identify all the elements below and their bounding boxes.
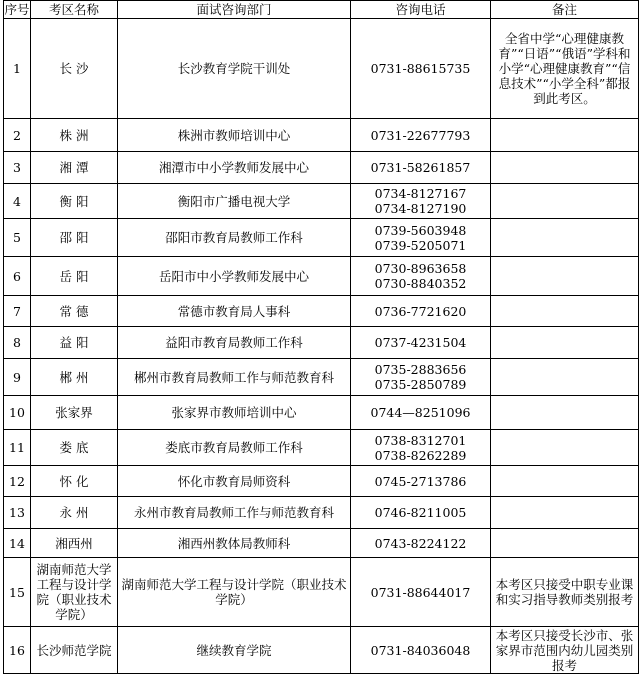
- table-row: [4, 152, 639, 184]
- table-row: [4, 257, 639, 296]
- table-row: [4, 119, 639, 152]
- area-name: 郴 州: [31, 359, 118, 396]
- row-number: 15: [4, 558, 31, 627]
- row-number: 2: [4, 119, 31, 152]
- row-number: 6: [4, 257, 31, 296]
- row-number: 13: [4, 497, 31, 529]
- area-name: 常 德: [31, 296, 118, 327]
- note-cell: [491, 327, 639, 359]
- dept-name: 娄底市教育局教师工作科: [118, 430, 351, 466]
- table-row: [4, 327, 639, 359]
- area-name: 娄 底: [31, 430, 118, 466]
- area-name: 湘 潭: [31, 152, 118, 184]
- table-row: [4, 184, 639, 219]
- note-cell: [491, 359, 639, 396]
- dept-name: 永州市教育局教师工作与师范教育科: [118, 497, 351, 529]
- row-number: 9: [4, 359, 31, 396]
- note-cell: [491, 119, 639, 152]
- header-dept: 面试咨询部门: [118, 1, 351, 19]
- area-name: 邵 阳: [31, 219, 118, 257]
- table-row: [4, 219, 639, 257]
- phone-number: 0731-88615735: [370, 61, 471, 76]
- dept-name: 邵阳市教育局教师工作科: [118, 219, 351, 257]
- note-cell: 本考区只接受中职专业课和实习指导教师类别报考: [491, 558, 639, 627]
- row-number: 10: [4, 396, 31, 430]
- phone-cell: [351, 430, 491, 466]
- dept-name: 湘西州教体局教师科: [118, 529, 351, 558]
- header-phone: 咨询电话: [351, 1, 491, 19]
- area-name: 岳 阳: [31, 257, 118, 296]
- table-row: [4, 627, 639, 674]
- row-number: 3: [4, 152, 31, 184]
- row-number: 12: [4, 466, 31, 497]
- phone-number: 0730-8840352: [374, 276, 467, 291]
- row-number: 11: [4, 430, 31, 466]
- area-name: 怀 化: [31, 466, 118, 497]
- note-cell: [491, 529, 639, 558]
- area-name: 湖南师范大学工程与设计学院（职业技术学院）: [31, 558, 118, 627]
- header-area: 考区名称: [31, 1, 118, 19]
- row-number: 14: [4, 529, 31, 558]
- dept-name: 湖南师范大学工程与设计学院（职业技术学院）: [118, 558, 351, 627]
- note-cell: [491, 497, 639, 529]
- note-cell: [491, 219, 639, 257]
- note-cell: [491, 430, 639, 466]
- phone-number: 0730-8963658: [374, 261, 467, 276]
- phone-cell: [351, 184, 491, 219]
- table-row: [4, 466, 639, 497]
- table-row: [4, 359, 639, 396]
- phone-cell: [351, 396, 491, 430]
- note-cell: 全省中学“心理健康教育”“日语”“俄语”学科和小学“心理健康教育”“信息技术”“小学全科”都报到此考区。: [491, 19, 639, 119]
- dept-name: 常德市教育局人事科: [118, 296, 351, 327]
- phone-cell: [351, 359, 491, 396]
- row-number: 5: [4, 219, 31, 257]
- row-number: 4: [4, 184, 31, 219]
- phone-number: 0743-8224122: [374, 535, 467, 551]
- row-number: 1: [4, 19, 31, 119]
- row-number: 16: [4, 627, 31, 674]
- table-row: [4, 19, 639, 119]
- table-row: [4, 529, 639, 558]
- phone-number: 0738-8312701: [374, 432, 467, 448]
- area-name: 张家界: [31, 396, 118, 430]
- phone-cell: [351, 219, 491, 257]
- area-name: 长 沙: [31, 19, 118, 119]
- phone-number: 0735-2883656: [374, 362, 467, 377]
- dept-name: 继续教育学院: [118, 627, 351, 674]
- phone-number: 0739-5205071: [374, 237, 467, 253]
- table-row: [4, 558, 639, 627]
- phone-cell: [351, 19, 491, 119]
- phone-number: 0731-84036048: [370, 642, 471, 658]
- table-row: [4, 497, 639, 529]
- header-seq: 序号: [4, 2, 30, 17]
- phone-number: 0736-7721620: [374, 303, 467, 319]
- phone-number: 0738-8262289: [374, 447, 467, 463]
- phone-cell: [351, 327, 491, 359]
- phone-number: 0731-58261857: [370, 160, 471, 175]
- phone-cell: [351, 627, 491, 674]
- phone-cell: [351, 529, 491, 558]
- phone-number: 0735-2850789: [374, 377, 467, 392]
- note-cell: [491, 296, 639, 327]
- phone-number: 0731-22677793: [370, 127, 471, 143]
- area-name: 衡 阳: [31, 184, 118, 219]
- dept-name: 衡阳市广播电视大学: [118, 184, 351, 219]
- phone-number: 0745-2713786: [374, 473, 467, 489]
- phone-cell: [351, 466, 491, 497]
- contact-table: [3, 0, 639, 674]
- note-cell: 本考区只接受长沙市、张家界市范围内幼儿园类别报考: [491, 627, 639, 674]
- phone-number: 0746-8211005: [374, 505, 467, 520]
- phone-cell: [351, 152, 491, 184]
- dept-name: 株洲市教师培训中心: [118, 119, 351, 152]
- note-cell: [491, 152, 639, 184]
- area-name: 株 洲: [31, 119, 118, 152]
- table-row: [4, 430, 639, 466]
- phone-number: 0734-8127167: [374, 186, 467, 201]
- dept-name: 怀化市教育局师资科: [118, 466, 351, 497]
- dept-name: 岳阳市中小学教师发展中心: [118, 257, 351, 296]
- row-number: 7: [4, 296, 31, 327]
- area-name: 益 阳: [31, 327, 118, 359]
- area-name: 永 州: [31, 497, 118, 529]
- dept-name: 郴州市教育局教师工作与师范教育科: [118, 359, 351, 396]
- header-note: 备注: [491, 1, 639, 19]
- note-cell: [491, 184, 639, 219]
- phone-number: 0737-4231504: [374, 335, 467, 350]
- table-row: [4, 396, 639, 430]
- phone-cell: [351, 296, 491, 327]
- phone-number: 0739-5603948: [374, 222, 467, 238]
- dept-name: 张家界市教师培训中心: [118, 396, 351, 430]
- note-cell: [491, 257, 639, 296]
- header-row: [4, 1, 639, 19]
- phone-number: 0734-8127190: [374, 201, 467, 216]
- note-cell: [491, 466, 639, 497]
- phone-number: 0731-88644017: [370, 584, 471, 600]
- table-row: [4, 296, 639, 327]
- area-name: 长沙师范学院: [31, 627, 118, 674]
- phone-cell: [351, 558, 491, 627]
- phone-number: 0744—8251096: [370, 405, 471, 420]
- note-cell: [491, 396, 639, 430]
- dept-name: 长沙教育学院干训处: [118, 19, 351, 119]
- area-name: 湘西州: [31, 529, 118, 558]
- phone-cell: [351, 119, 491, 152]
- dept-name: 益阳市教育局教师工作科: [118, 327, 351, 359]
- phone-cell: [351, 497, 491, 529]
- row-number: 8: [4, 327, 31, 359]
- phone-cell: [351, 257, 491, 296]
- dept-name: 湘潭市中小学教师发展中心: [118, 152, 351, 184]
